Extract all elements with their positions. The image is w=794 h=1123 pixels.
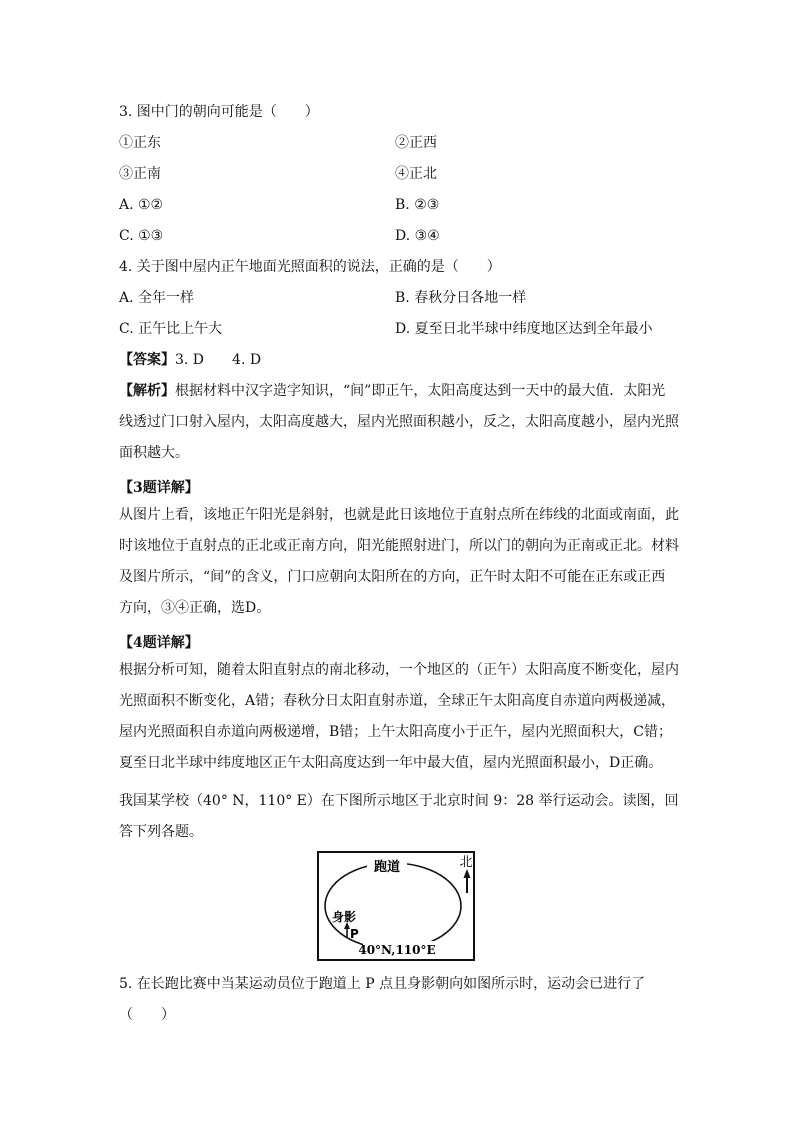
- q3-choice-a: A. ①②: [119, 197, 164, 213]
- q3-choice-d: D. ③④: [395, 228, 440, 244]
- track-figure: [317, 851, 475, 961]
- intro-paragraph: 我国某学校（40° N，110° E）在下图所示地区于北京时间 9：28 举行运动会。读图，回答下列各题。: [119, 793, 679, 840]
- track-figure-drawing: [319, 853, 473, 959]
- detail3-title: 【3题详解】: [119, 480, 199, 496]
- q4-stem: 4. 关于图中屋内正午地面光照面积的说法，正确的是（ ）: [119, 259, 501, 275]
- detail4-text: 根据分析可知，随着太阳直射点的南北移动，一个地区的（正午）太阳高度不断变化，屋内光照面积不断变化，A错；春秋分日太阳直射赤道，全球正午太阳高度自赤道向两极递减，屋内光照面积自赤道向两极递增，B错；上午太阳高度小于正午，屋内光照面积大，C错；夏至日北半球中纬度地区正午太阳高度达到一年中最大值，屋内光照面积最小，D正确。: [119, 662, 679, 771]
- q4-choice-b: B. 春秋分日各地一样: [395, 290, 527, 306]
- analysis-text: 根据材料中汉字造字知识，“间”即正午，太阳高度达到一天中的最大值．太阳光线透过门口射入屋内，太阳高度越大，屋内光照面积越小，反之，太阳高度越小，屋内光照面积越大。: [119, 383, 679, 461]
- q3-option-1: ①正东: [119, 135, 161, 151]
- answer-label: 【答案】: [119, 352, 175, 368]
- q3-stem: 3. 图中门的朝向可能是（ ）: [119, 104, 319, 120]
- q3-choice-c: C. ①③: [119, 228, 164, 244]
- north-label: 北: [459, 855, 473, 870]
- q5-stem: 5. 在长跑比赛中当某运动员位于跑道上 P 点且身影朝向如图所示时，运动会已进行了（ ）: [119, 976, 646, 1023]
- q3-option-4: ④正北: [395, 166, 437, 182]
- q3-option-2: ②正西: [395, 135, 437, 151]
- detail4-title: 【4题详解】: [119, 635, 199, 651]
- q4-choice-d: D. 夏至日北半球中纬度地区达到全年最小: [395, 321, 653, 337]
- q4-choice-c: C. 正午比上午大: [119, 321, 223, 337]
- track-ellipse: [325, 863, 461, 949]
- q4-choice-a: A. 全年一样: [119, 290, 195, 306]
- q3-choice-b: B. ②③: [395, 197, 440, 213]
- shadow-label: 身影: [332, 910, 357, 924]
- coords-label: 40°N,110°E: [358, 943, 436, 957]
- track-label: 跑道: [373, 860, 401, 875]
- q3-option-3: ③正南: [119, 166, 161, 182]
- north-arrowhead: [464, 869, 471, 878]
- analysis-paragraph: [119, 376, 679, 469]
- analysis-label: 【解析】: [119, 383, 175, 399]
- answer-line: [119, 350, 679, 370]
- detail3-text: 从图片上看，该地正午阳光是斜射，也就是此日该地位于直射点所在纬线的北面或南面，此时该地位于直射点的正北或正南方向，阳光能照射进门，所以门的朝向为正南或正北。材料及图片所示，“间”的含义，门口应朝向太阳所在的方向，正午时太阳不可能在正东或正西方向，③④正确，选D。: [119, 507, 679, 616]
- point-p-label: P: [350, 927, 359, 941]
- answer-text: 3. D 4. D: [175, 352, 262, 368]
